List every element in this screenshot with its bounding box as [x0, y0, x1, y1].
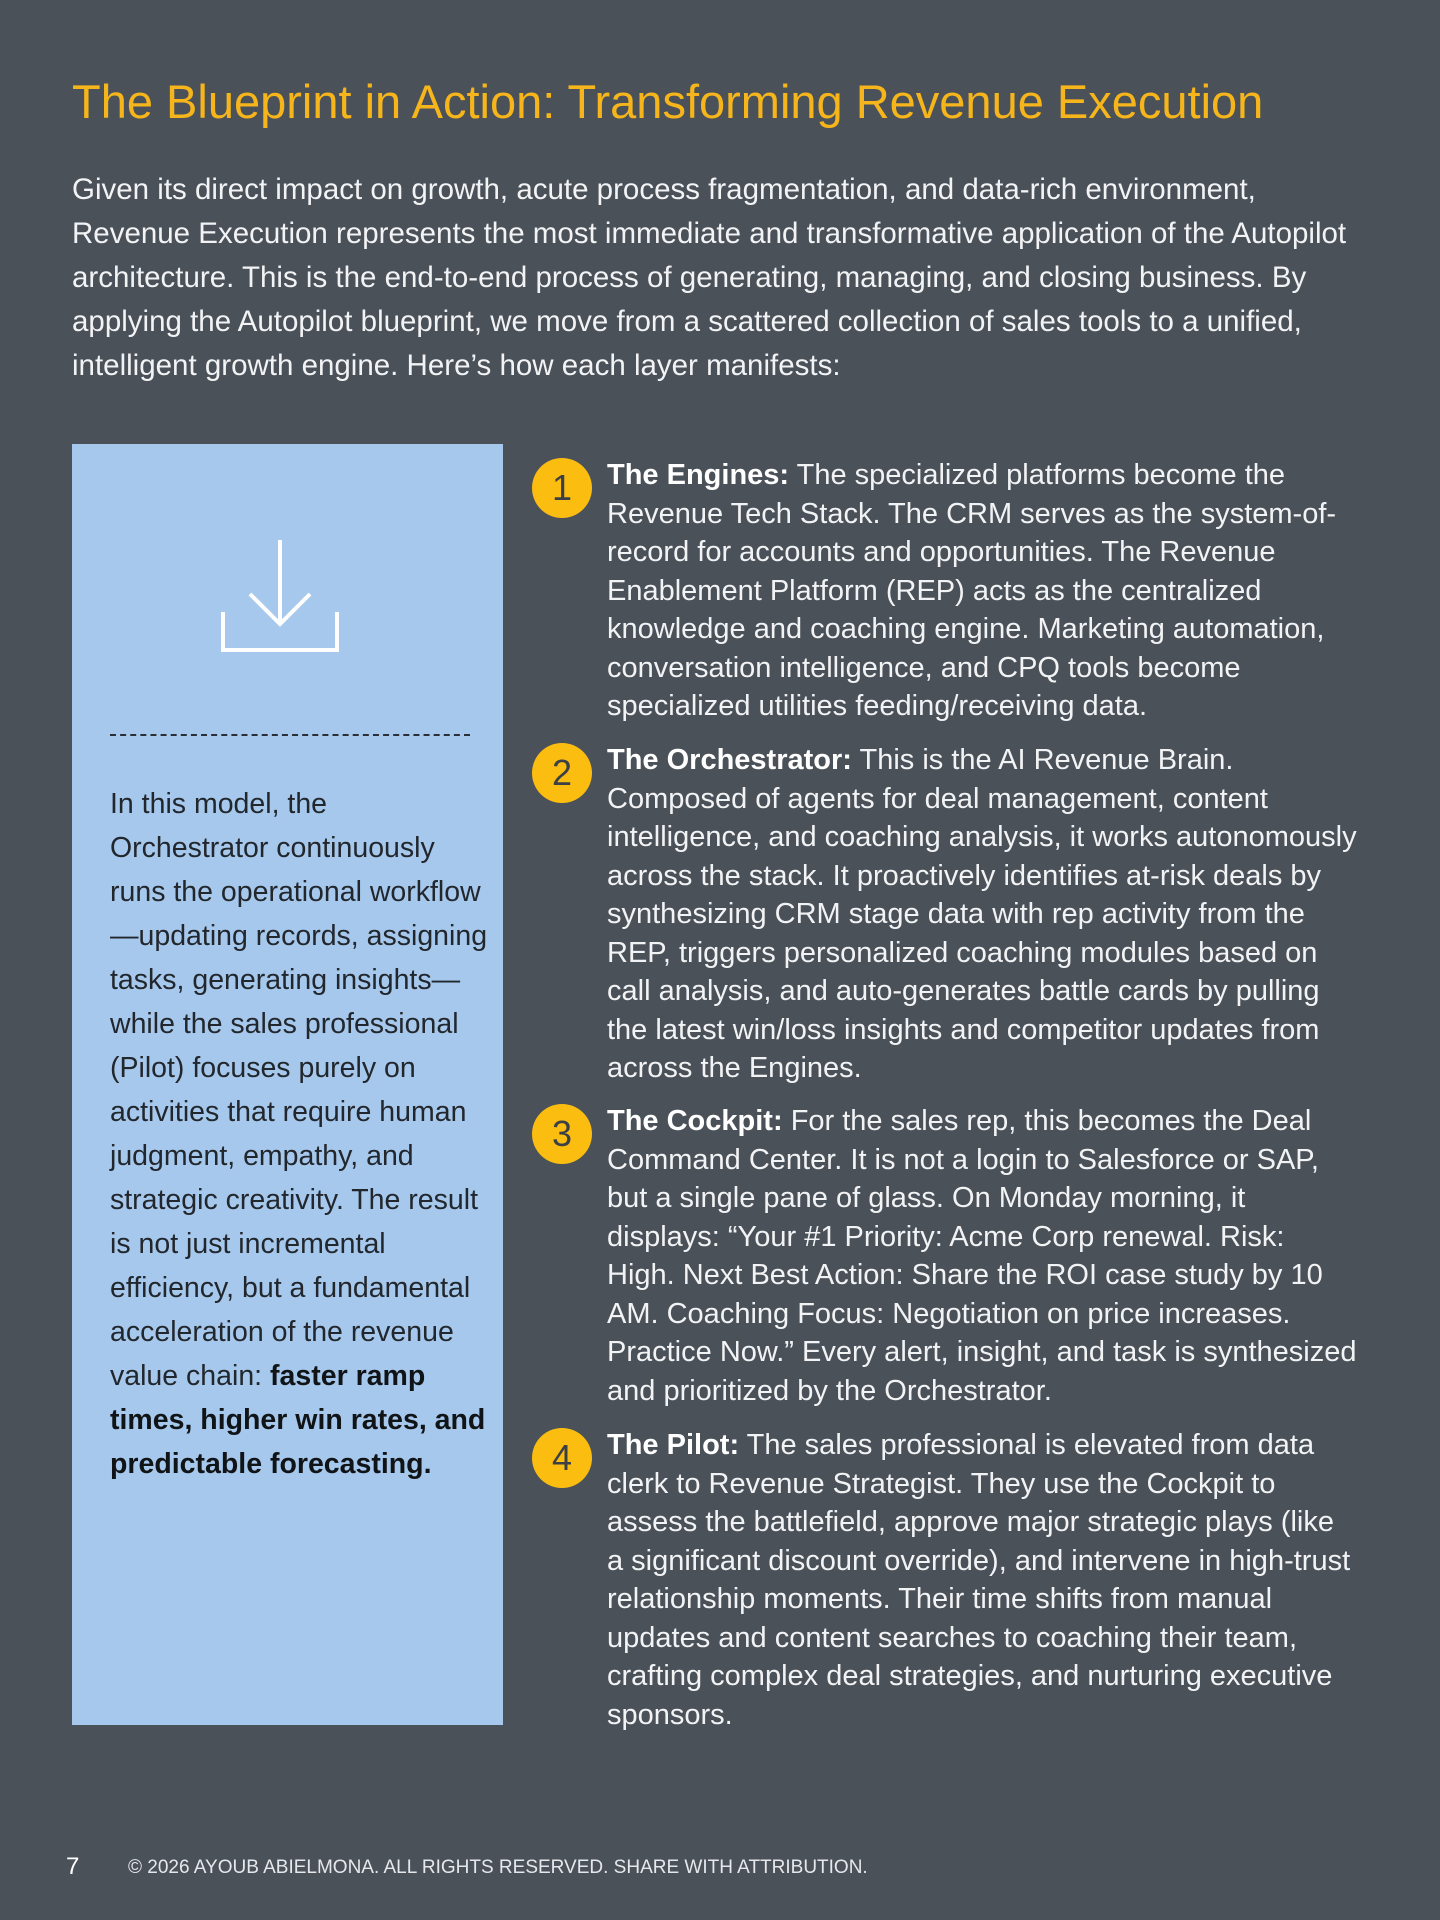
layer-body: The sales professional is elevated from data clerk to Revenue Strategist. They use the Cockpit to assess the battlefield, approve major strategic plays (like a significant discount override), and intervene in high-trust relationship moments. Their time shifts from manual updates and content searches to coaching their team, crafting complex deal strategies, and nurturing executive sponsors. — [607, 1429, 1351, 1731]
layer-body: This is the AI Revenue Brain. Composed of agents for deal management, content intelligence, and coaching analysis, it works autonomously across the stack. It proactively identifies at-risk deals by synthesizing CRM stage data with rep activity from the REP, triggers personalized coaching modules based on call analysis, and auto-generates battle cards by pulling the latest win/loss insights and competitor updates from across the Engines. — [607, 744, 1357, 1084]
sidebar-body: In this model, the Orchestrator continuously runs the operational workflow—updating records, assigning tasks, generating insights—while the sales professional (Pilot) focuses purely on activities that require human judgment, empathy, and strategic creativity. The result is not just incremental efficiency, but a fundamental acceleration of the revenue value chain: — [110, 788, 488, 1392]
download-icon — [220, 540, 340, 652]
layer-body: For the sales rep, this becomes the Deal Command Center. It is not a login to Salesforce or SAP, but a single pane of glass. On Monday morning, it displays: “Your #1 Priority: Acme Corp renewal. Risk: High. Next Best Action: Share the ROI case study by 10 AM. Coaching Focus: Negotiation on price increases. Practice Now.” Every alert, insight, and task is synthesized and prioritized by the Orchestrator. — [607, 1105, 1357, 1407]
intro-paragraph: Given its direct impact on growth, acute process fragmentation, and data-rich environment, Revenue Execution represents the most immediate and transformative application of the Autopilot architecture. This is the end-to-end process of generating, managing, and closing business. By applying the Autopilot blueprint, we move from a scattered collection of sales tools to a unified, intelligent growth engine. Here’s how each layer manifests: — [72, 173, 1347, 382]
layer-text — [607, 456, 1357, 726]
layer-heading: The Orchestrator: — [607, 744, 852, 776]
number-badge: 2 — [532, 743, 592, 803]
layer-heading: The Pilot: — [607, 1429, 740, 1461]
layer-text — [607, 1102, 1357, 1410]
page-title: The Blueprint in Action: Transforming Revenue Execution — [72, 75, 1264, 128]
number-badge: 4 — [532, 1428, 592, 1488]
layer-heading: The Engines: — [607, 459, 790, 491]
sidebar-text — [110, 782, 490, 1486]
sidebar-callout — [72, 444, 503, 1725]
number-badge: 3 — [532, 1104, 592, 1164]
layer-body: The specialized platforms become the Revenue Tech Stack. The CRM serves as the system-of-record for accounts and opportunities. The Revenue Enablement Platform (REP) acts as the centralized knowledge and coaching engine. Marketing automation, conversation intelligence, and CPQ tools become specialized utilities feeding/receiving data. — [607, 459, 1337, 722]
page-number: 7 — [66, 1853, 80, 1880]
layer-text — [607, 1426, 1357, 1734]
number-badge: 1 — [532, 458, 592, 518]
layer-text — [607, 741, 1357, 1088]
divider — [110, 734, 470, 736]
sidebar-emphasis: faster ramp times, higher win rates, and predictable forecasting. — [110, 1360, 486, 1480]
copyright-notice: © 2026 AYOUB ABIELMONA. ALL RIGHTS RESERVED. SHARE WITH ATTRIBUTION. — [128, 1857, 868, 1878]
layer-heading: The Cockpit: — [607, 1105, 783, 1137]
